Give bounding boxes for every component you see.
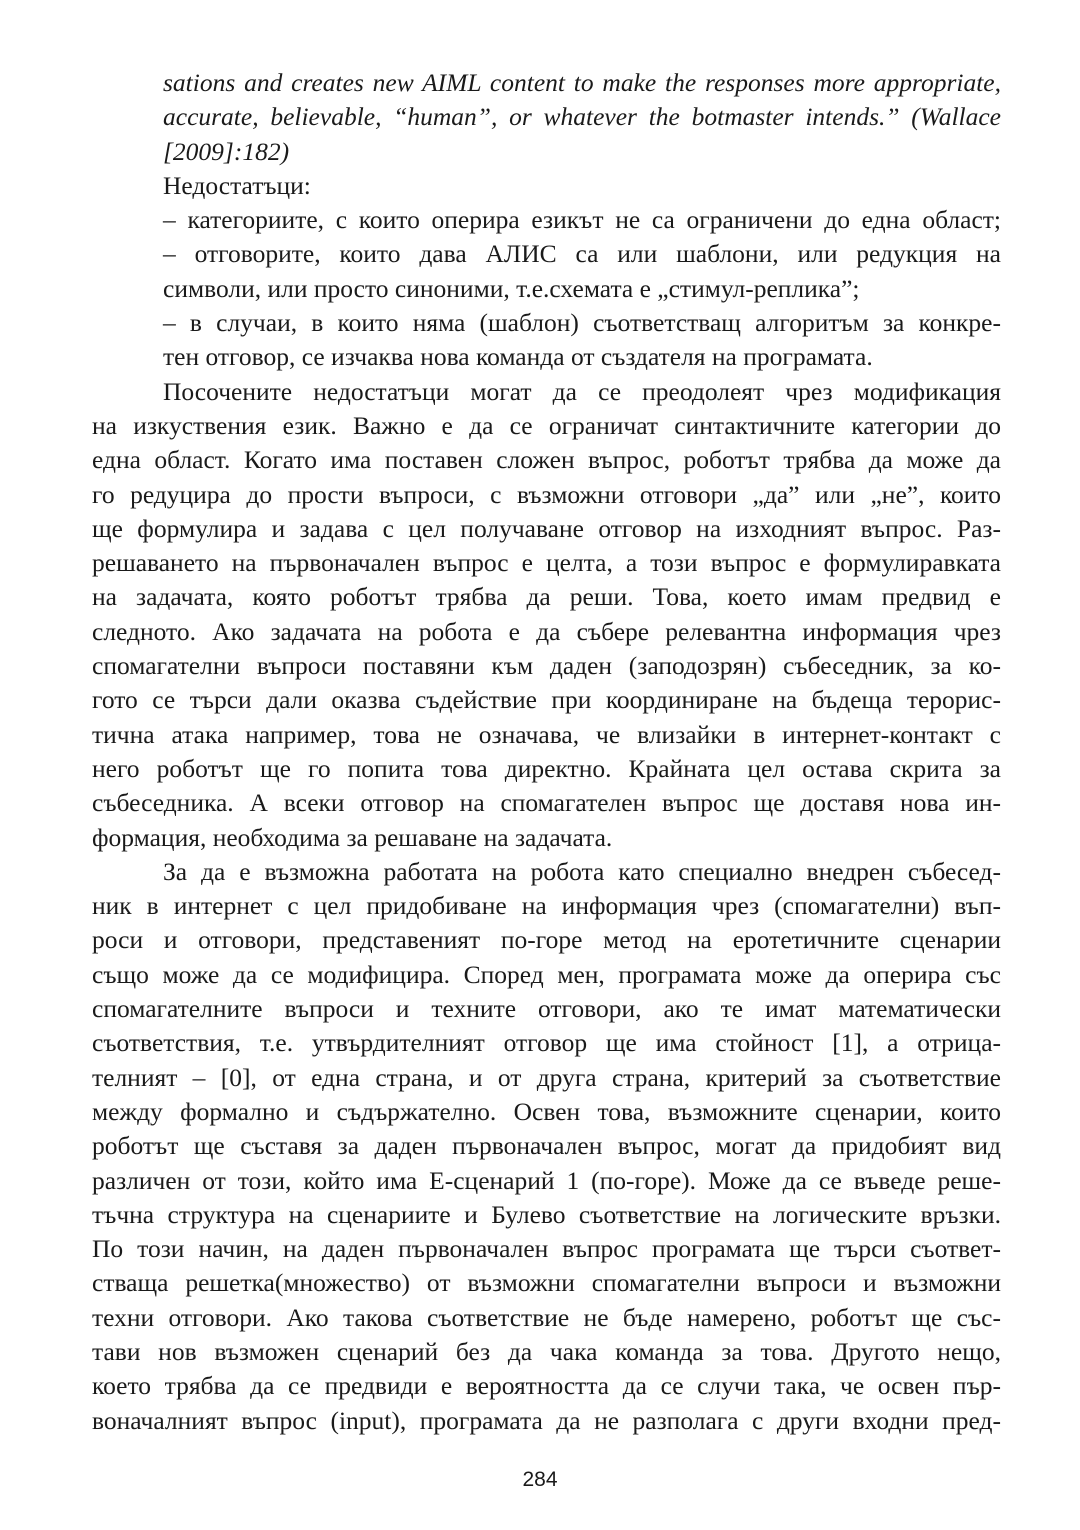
shortcomings-line: – категориите, с които оперира езикът не са ограничени до една област;	[163, 205, 1001, 235]
paragraph-line: спомагателни въпроси поставяни към даден (заподозрян) събеседник, за ко-	[92, 651, 1001, 681]
paragraph-line: роботът ще съставя за даден първоначален въпрос, могат да придобият вид	[92, 1131, 1001, 1161]
quote-line: accurate, believable, “human”, or whatever the botmaster intends.” (Wallace	[163, 102, 1001, 132]
paragraph-line: на задачата, която роботът трябва да реши. Това, което имам предвид е	[92, 582, 1001, 612]
paragraph-line: следното. Ако задачата на робота е да събере релевантна информация чрез	[92, 616, 1001, 646]
paragraph-1	[92, 375, 1001, 855]
paragraph-line: спомагателните въпроси и техните отговори, ако те имат математически	[92, 994, 1001, 1024]
shortcomings-heading: Недостатъци:	[163, 170, 311, 200]
paragraph-line: тична атака например, това не означава, че влизайки в интернет-контакт с	[92, 719, 1001, 749]
paragraph-line: една област. Когато има поставен сложен въпрос, роботът трябва да може да	[92, 445, 1001, 475]
paragraph-line: роси и отговори, представеният по-горе метод на еротетичните сценарии	[92, 925, 1001, 955]
paragraph-line: стваща решетка(множество) от възможни спомагателни въпроси и възможни	[92, 1268, 1001, 1298]
paragraph-line: го редуцира до прости въпроси, с възможни отговори „да” или „не”, които	[92, 479, 1001, 509]
shortcomings-line: – в случаи, в които няма (шаблон) съответстващ алгоритъм за конкре-	[163, 308, 1001, 338]
paragraph-line: За да е възможна работата на робота като специално внедрен събесед-	[163, 856, 1001, 886]
shortcomings-line: – отговорите, които дава АЛИС са или шаблони, или редукция на	[163, 239, 1001, 269]
paragraph-line: също може да се модифицира. Според мен, програмата може да оперира със	[92, 959, 1001, 989]
page-body	[92, 66, 1001, 1438]
paragraph-line: на изкуствения език. Важно е да се ограничат синтактичните категории до	[92, 410, 1001, 440]
paragraph-line: събеседника. А всеки отговор на спомагателен въпрос ще доставя нова ин-	[92, 788, 1001, 818]
paragraph-line: воначалният въпрос (input), програмата да не разполага с други входни пред-	[92, 1405, 1001, 1435]
paragraph-line: Посочените недостатъци могат да се преодолеят чрез модификация	[163, 376, 1001, 406]
page-number: 284	[522, 1468, 558, 1491]
paragraph-line: тъчна структура на сценариите и Булево съответствие на логическите връзки.	[92, 1199, 1001, 1229]
paragraph-line: гото се търси дали оказва съдействие при координиране на бъдеща терорис-	[92, 685, 1001, 715]
shortcomings-line: символи, или просто синоними, т.е.схемата е „стимул-реплика”;	[163, 273, 860, 303]
paragraph-line: решаването на първоначален въпрос е целта, а този въпрос е формулиравката	[92, 548, 1001, 578]
quote-line: sations and creates new AIML content to make the responses more appropriate,	[163, 68, 1001, 97]
paragraph-2	[92, 855, 1001, 1438]
paragraph-line: различен от този, който има Е-сценарий 1 (по-горе). Може да се въведе реше-	[92, 1165, 1001, 1195]
paragraph-line: което трябва да се предвиди е вероятността да се случи така, че освен пър-	[92, 1371, 1001, 1401]
paragraph-line: съответствия, т.е. утвърдителният отговор ще има стойност [1], а отрица-	[92, 1028, 1001, 1058]
paragraph-line: формация, необходима за решаване на задачата.	[92, 822, 613, 852]
paragraph-line: тави нов възможен сценарий без да чака команда за това. Другото нещо,	[92, 1336, 1001, 1366]
shortcomings-line: тен отговор, се изчаква нова команда от създателя на програмата.	[163, 342, 873, 372]
paragraph-line: техни отговори. Ако такова съответствие не бъде намерено, роботът ще със-	[92, 1302, 1001, 1332]
shortcomings-block	[92, 169, 1001, 375]
paragraph-line: него роботът ще го попита това директно. Крайната цел остава скрита за	[92, 753, 1001, 783]
paragraph-line: между формално и съдържателно. Освен това, възможните сценарии, които	[92, 1096, 1001, 1126]
quote-line: [2009]:182)	[163, 136, 290, 166]
paragraph-line: ще формулира и задава с цел получаване отговор на изходният въпрос. Раз-	[92, 513, 1001, 543]
quote-block	[92, 66, 1001, 169]
paragraph-line: ник в интернет с цел придобиване на информация чрез (спомагателни) въп-	[92, 891, 1001, 921]
paragraph-line: телният – [0], от една страна, и от друга страна, критерий за съответствие	[92, 1062, 1001, 1092]
paragraph-line: По този начин, на даден първоначален въпрос програмата ще търси съответ-	[92, 1234, 1001, 1264]
